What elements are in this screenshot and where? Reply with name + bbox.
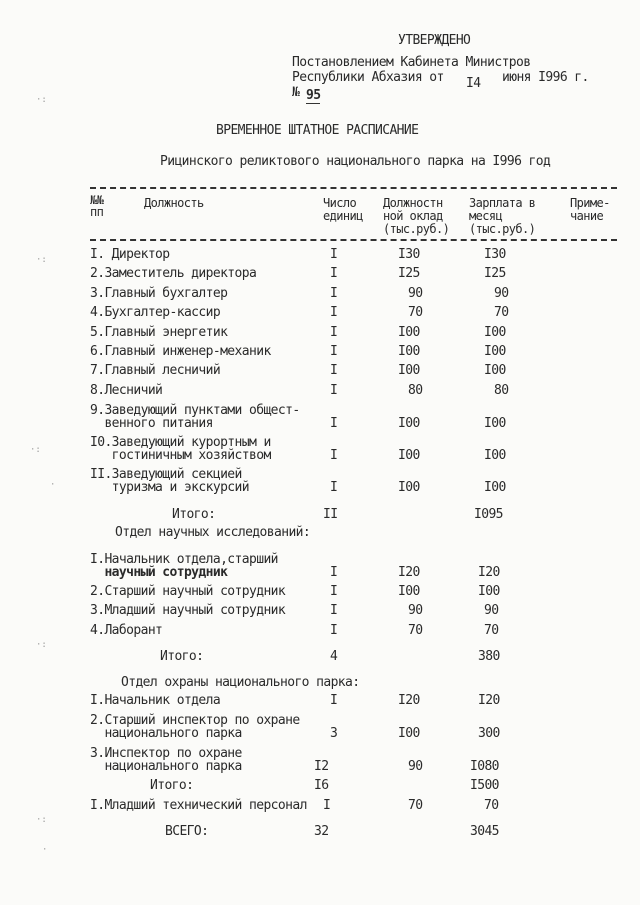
scan-speck: ·:: [36, 815, 47, 825]
research-row-3-salary: 90: [408, 603, 423, 618]
row-7-salary: I00: [398, 363, 420, 378]
row-6-name: 6.Главный инженер-механик: [90, 344, 271, 359]
total-3-monthly: I500: [470, 778, 499, 793]
scan-speck: ·:: [30, 445, 41, 455]
row-11-name-cont: туризма и экскурсий: [90, 480, 249, 495]
section-protection-title: Отдел охраны национального парка:: [121, 675, 360, 690]
total-3-units: I6: [314, 778, 329, 793]
row-5-name: 5.Главный энергетик: [90, 325, 228, 340]
row-10-monthly: I00: [484, 448, 506, 463]
row-9-units: I: [330, 416, 338, 431]
row-6-monthly: I00: [484, 344, 506, 359]
page-title: ВРЕМЕННОЕ ШТАТНОЕ РАСПИСАНИЕ: [216, 123, 419, 138]
row-11-salary: I00: [398, 480, 420, 495]
col-salary-3: (тыс.руб.): [383, 222, 450, 236]
row-3-name: 3.Главный бухгалтер: [90, 286, 228, 301]
protection-row-3-units: I2: [314, 759, 329, 774]
scan-speck: ·:: [36, 255, 47, 265]
row-2-monthly: I25: [484, 266, 506, 281]
row-11-monthly: I00: [484, 480, 506, 495]
row-3-salary: 90: [408, 286, 423, 301]
row-2-salary: I25: [398, 266, 420, 281]
col-monthly-3: (тыс.руб.): [469, 222, 536, 236]
research-row-4-monthly: 70: [484, 623, 499, 638]
row-4-units: I: [330, 305, 338, 320]
research-row-1-name: I.Начальник отдела,старший: [90, 552, 278, 567]
col-units-2: единиц: [323, 209, 363, 223]
row-11-name: II.Заведующий секцией: [90, 467, 242, 482]
col-units-1: Число: [323, 196, 357, 210]
research-row-4-salary: 70: [408, 623, 423, 638]
research-row-3-monthly: 90: [484, 603, 499, 618]
decree-line-1: Постановлением Кабинета Министров: [292, 55, 531, 70]
decree-number-prefix: №: [292, 85, 300, 100]
protection-row-1-monthly: I20: [478, 693, 500, 708]
decree-month-year: июня I996 г.: [502, 70, 589, 85]
page-subtitle: Рицинского реликтового национального парка на I996 год: [160, 154, 551, 169]
row-10-name-cont: гостиничным хозяйством: [90, 448, 271, 463]
research-row-2-monthly: I00: [478, 584, 500, 599]
row-10-units: I: [330, 448, 338, 463]
research-row-1-units: I: [330, 565, 338, 580]
decree-line-2: Республики Абхазия от: [292, 70, 444, 85]
row-1-name: I. Директор: [90, 247, 170, 262]
research-row-2-units: I: [330, 584, 338, 599]
decree-number: 95: [306, 88, 321, 103]
col-position: Должность: [144, 196, 204, 210]
protection-row-3-name-cont: национального парка: [90, 759, 242, 774]
row-7-name: 7.Главный лесничий: [90, 363, 221, 378]
row-4-name: 4.Бухгалтер-кассир: [90, 305, 221, 320]
section-research-title: Отдел научных исследований:: [115, 525, 311, 540]
row-4-salary: 70: [408, 305, 423, 320]
row-1-units: I: [330, 247, 338, 262]
row-2-units: I: [330, 266, 338, 281]
junior-staff-name: I.Младший технический персонал: [90, 798, 307, 813]
row-2-name: 2.Заместитель директора: [90, 266, 257, 281]
row-8-salary: 80: [408, 383, 423, 398]
protection-row-3-monthly: I080: [470, 759, 499, 774]
approved-stamp: УТВЕРЖДЕНО: [398, 33, 471, 48]
protection-row-1-salary: I20: [398, 693, 420, 708]
row-11-units: I: [330, 480, 338, 495]
scan-speck: ·: [50, 480, 56, 490]
protection-row-3-salary: 90: [408, 759, 423, 774]
research-row-1-name-cont: научный сотрудник: [90, 565, 228, 580]
row-8-name: 8.Лесничий: [90, 383, 163, 398]
table-header-rule: [90, 239, 617, 241]
row-6-units: I: [330, 344, 338, 359]
row-8-units: I: [330, 383, 338, 398]
col-monthly-1: Зарплата в: [469, 196, 536, 210]
table-top-rule: [90, 187, 617, 189]
row-5-units: I: [330, 325, 338, 340]
protection-row-1-units: I: [330, 693, 338, 708]
row-5-monthly: I00: [484, 325, 506, 340]
row-10-salary: I00: [398, 448, 420, 463]
scan-speck: ·:: [36, 95, 47, 105]
row-9-monthly: I00: [484, 416, 506, 431]
research-row-3-units: I: [330, 603, 338, 618]
row-4-monthly: 70: [494, 305, 509, 320]
protection-row-2-name: 2.Старший инспектор по охране: [90, 713, 300, 728]
grand-total-label: ВСЕГО:: [165, 824, 209, 839]
total-2-monthly: 380: [478, 649, 500, 664]
row-9-salary: I00: [398, 416, 420, 431]
row-3-units: I: [330, 286, 338, 301]
row-7-units: I: [330, 363, 338, 378]
protection-row-2-units: 3: [330, 726, 338, 741]
protection-row-1-name: I.Начальник отдела: [90, 693, 221, 708]
total-2-label: Итого:: [160, 649, 204, 664]
row-1-monthly: I30: [484, 247, 506, 262]
row-7-monthly: I00: [484, 363, 506, 378]
junior-staff-salary: 70: [408, 798, 423, 813]
col-num-2: пп: [90, 205, 104, 219]
protection-row-3-name: 3.Инспектор по охране: [90, 746, 242, 761]
protection-row-2-name-cont: национального парка: [90, 726, 242, 741]
research-row-1-salary: I20: [398, 565, 420, 580]
research-row-2-name: 2.Старший научный сотрудник: [90, 584, 286, 599]
row-6-salary: I00: [398, 344, 420, 359]
protection-row-2-monthly: 300: [478, 726, 500, 741]
junior-staff-monthly: 70: [484, 798, 499, 813]
total-1-monthly: I095: [474, 507, 503, 522]
total-1-label: Итого:: [172, 507, 216, 522]
row-1-salary: I30: [398, 247, 420, 262]
total-3-label: Итого:: [150, 778, 194, 793]
research-row-1-monthly: I20: [478, 565, 500, 580]
row-8-monthly: 80: [494, 383, 509, 398]
row-9-name-cont: венного питания: [90, 416, 213, 431]
grand-total-units: 32: [314, 824, 329, 839]
research-row-4-name: 4.Лаборант: [90, 623, 163, 638]
col-note-1: Приме-: [570, 196, 610, 210]
protection-row-2-salary: I00: [398, 726, 420, 741]
total-2-units: 4: [330, 649, 338, 664]
col-salary-2: ной оклад: [383, 209, 443, 223]
scan-speck: ·:: [36, 640, 47, 650]
row-10-name: I0.Заведующий курортным и: [90, 435, 271, 450]
junior-staff-units: I: [323, 798, 331, 813]
decree-day: I4: [466, 76, 481, 91]
scan-speck: ·: [42, 845, 48, 855]
row-3-monthly: 90: [494, 286, 509, 301]
total-1-units: II: [323, 507, 338, 522]
col-note-2: чание: [570, 209, 604, 223]
grand-total-monthly: 3045: [470, 824, 499, 839]
research-row-3-name: 3.Младший научный сотрудник: [90, 603, 286, 618]
research-row-2-salary: I00: [398, 584, 420, 599]
col-salary-1: Должностн: [383, 196, 443, 210]
row-5-salary: I00: [398, 325, 420, 340]
row-9-name: 9.Заведующий пунктами общест-: [90, 403, 300, 418]
col-num-1: №№: [90, 193, 104, 207]
research-row-4-units: I: [330, 623, 338, 638]
col-monthly-2: месяц: [469, 209, 503, 223]
